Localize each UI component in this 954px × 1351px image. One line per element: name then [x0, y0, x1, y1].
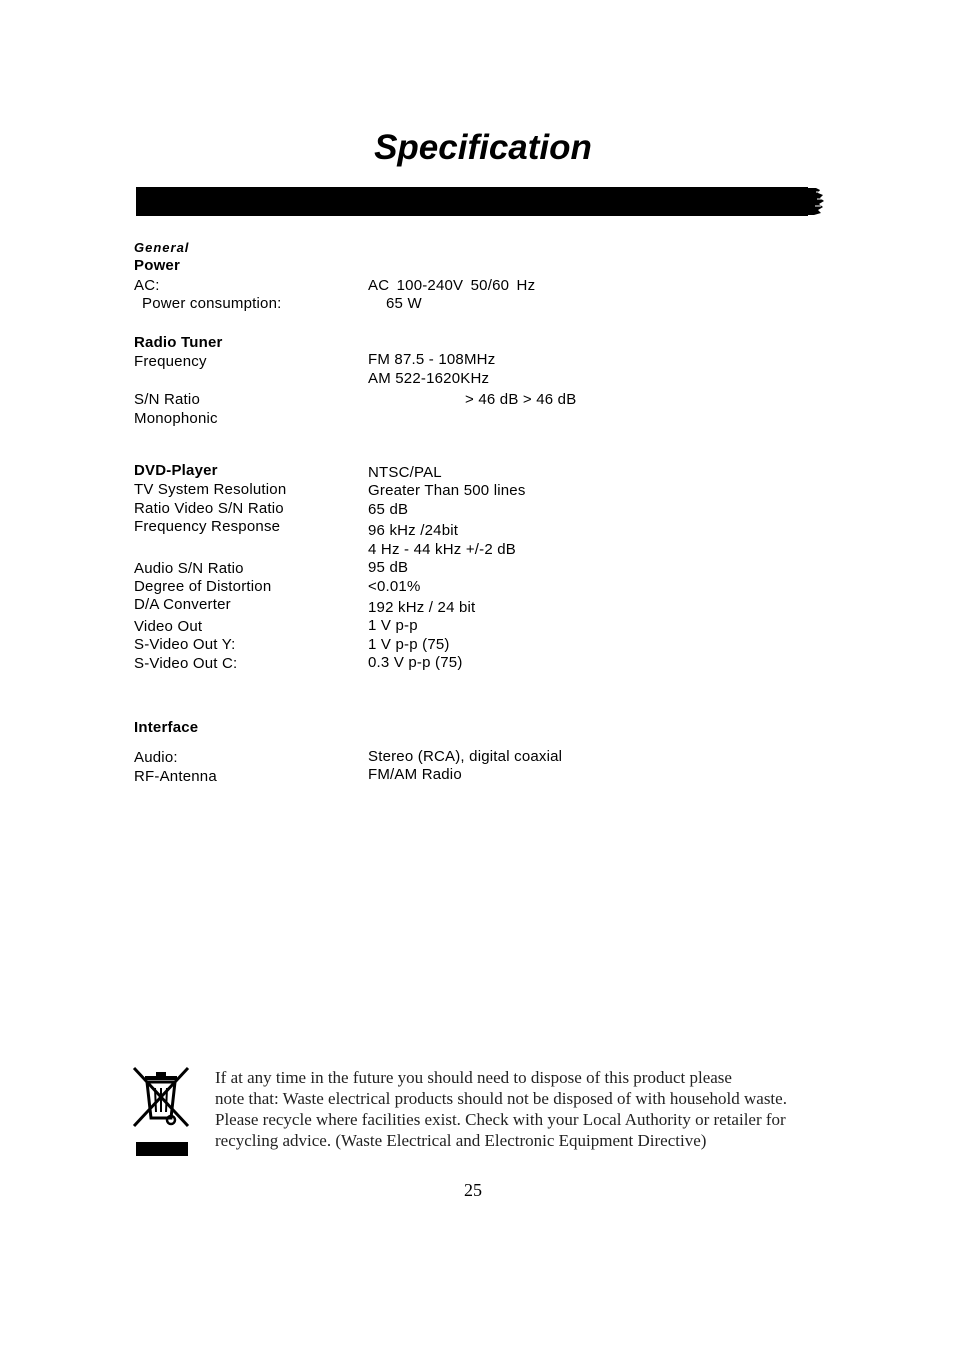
crossed-out-wheelie-bin-icon [130, 1064, 194, 1158]
svideo-c-value: 0.3 V p-p (75) [368, 654, 463, 671]
ac-label: AC: [134, 277, 160, 294]
sn-ratio-label: S/N Ratio [134, 391, 200, 408]
rf-antenna-value: FM/AM Radio [368, 766, 462, 783]
audio-sn-label: Audio S/N Ratio [134, 560, 244, 577]
am-frequency-value: AM 522-1620KHz [368, 370, 490, 387]
frequency-label: Frequency [134, 353, 207, 370]
power-consumption-value: 65 W [386, 295, 422, 312]
audio-label: Audio: [134, 749, 178, 766]
notice-line: note that: Waste electrical products should not be disposed of with household waste. [215, 1089, 787, 1108]
audio-value: Stereo (RCA), digital coaxial [368, 748, 563, 765]
video-out-label: Video Out [134, 618, 203, 635]
svideo-y-value: 1 V p-p (75) [368, 636, 450, 653]
tv-system-label: TV System Resolution [134, 481, 287, 498]
power-consumption-label: Power consumption: [142, 295, 282, 312]
system-value: NTSC/PAL [368, 464, 442, 481]
da-converter-label: D/A Converter [134, 596, 231, 613]
notice-line: Please recycle where facilities exist. Check with your Local Authority or retailer for [215, 1110, 786, 1129]
fm-frequency-value: FM 87.5 - 108MHz [368, 351, 496, 368]
interface-heading: Interface [134, 719, 199, 736]
ac-value: AC 100-240V 50/60 Hz [368, 277, 536, 294]
notice-line: If at any time in the future you should need to dispose of this product please [215, 1068, 732, 1087]
svideo-c-label: S-Video Out C: [134, 655, 238, 672]
page-number: 25 [464, 1180, 482, 1200]
audio-sn-value: 95 dB [368, 559, 409, 576]
video-sn-value: 65 dB [368, 501, 409, 518]
sn-ratio-value: > 46 dB > 46 dB [465, 391, 577, 408]
page-title: Specification [374, 128, 592, 167]
svideo-y-label: S-Video Out Y: [134, 636, 236, 653]
power-heading: Power [134, 257, 181, 274]
dvd-player-heading: DVD-Player [134, 462, 218, 479]
monophonic-label: Monophonic [134, 410, 218, 427]
notice-line: recycling advice. (Waste Electrical and Electronic Equipment Directive) [215, 1131, 707, 1150]
rf-antenna-label: RF-Antenna [134, 768, 217, 785]
distortion-value: <0.01% [368, 578, 421, 595]
frequency-response-value-1: 96 kHz /24bit [368, 522, 459, 539]
title-underline-bar [136, 187, 808, 216]
distortion-label: Degree of Distortion [134, 578, 272, 595]
da-converter-value: 192 kHz / 24 bit [368, 599, 476, 616]
frequency-response-label: Frequency Response [134, 518, 281, 535]
video-sn-label: Ratio Video S/N Ratio [134, 500, 284, 517]
weee-disposal-notice [215, 1067, 787, 1151]
video-out-value: 1 V p-p [368, 617, 418, 634]
radio-tuner-heading: Radio Tuner [134, 334, 223, 351]
general-label: General [134, 240, 190, 255]
bar-rough-end [796, 188, 826, 215]
frequency-response-value-2: 4 Hz - 44 kHz +/-2 dB [368, 541, 517, 558]
tv-system-value: Greater Than 500 lines [368, 482, 526, 499]
